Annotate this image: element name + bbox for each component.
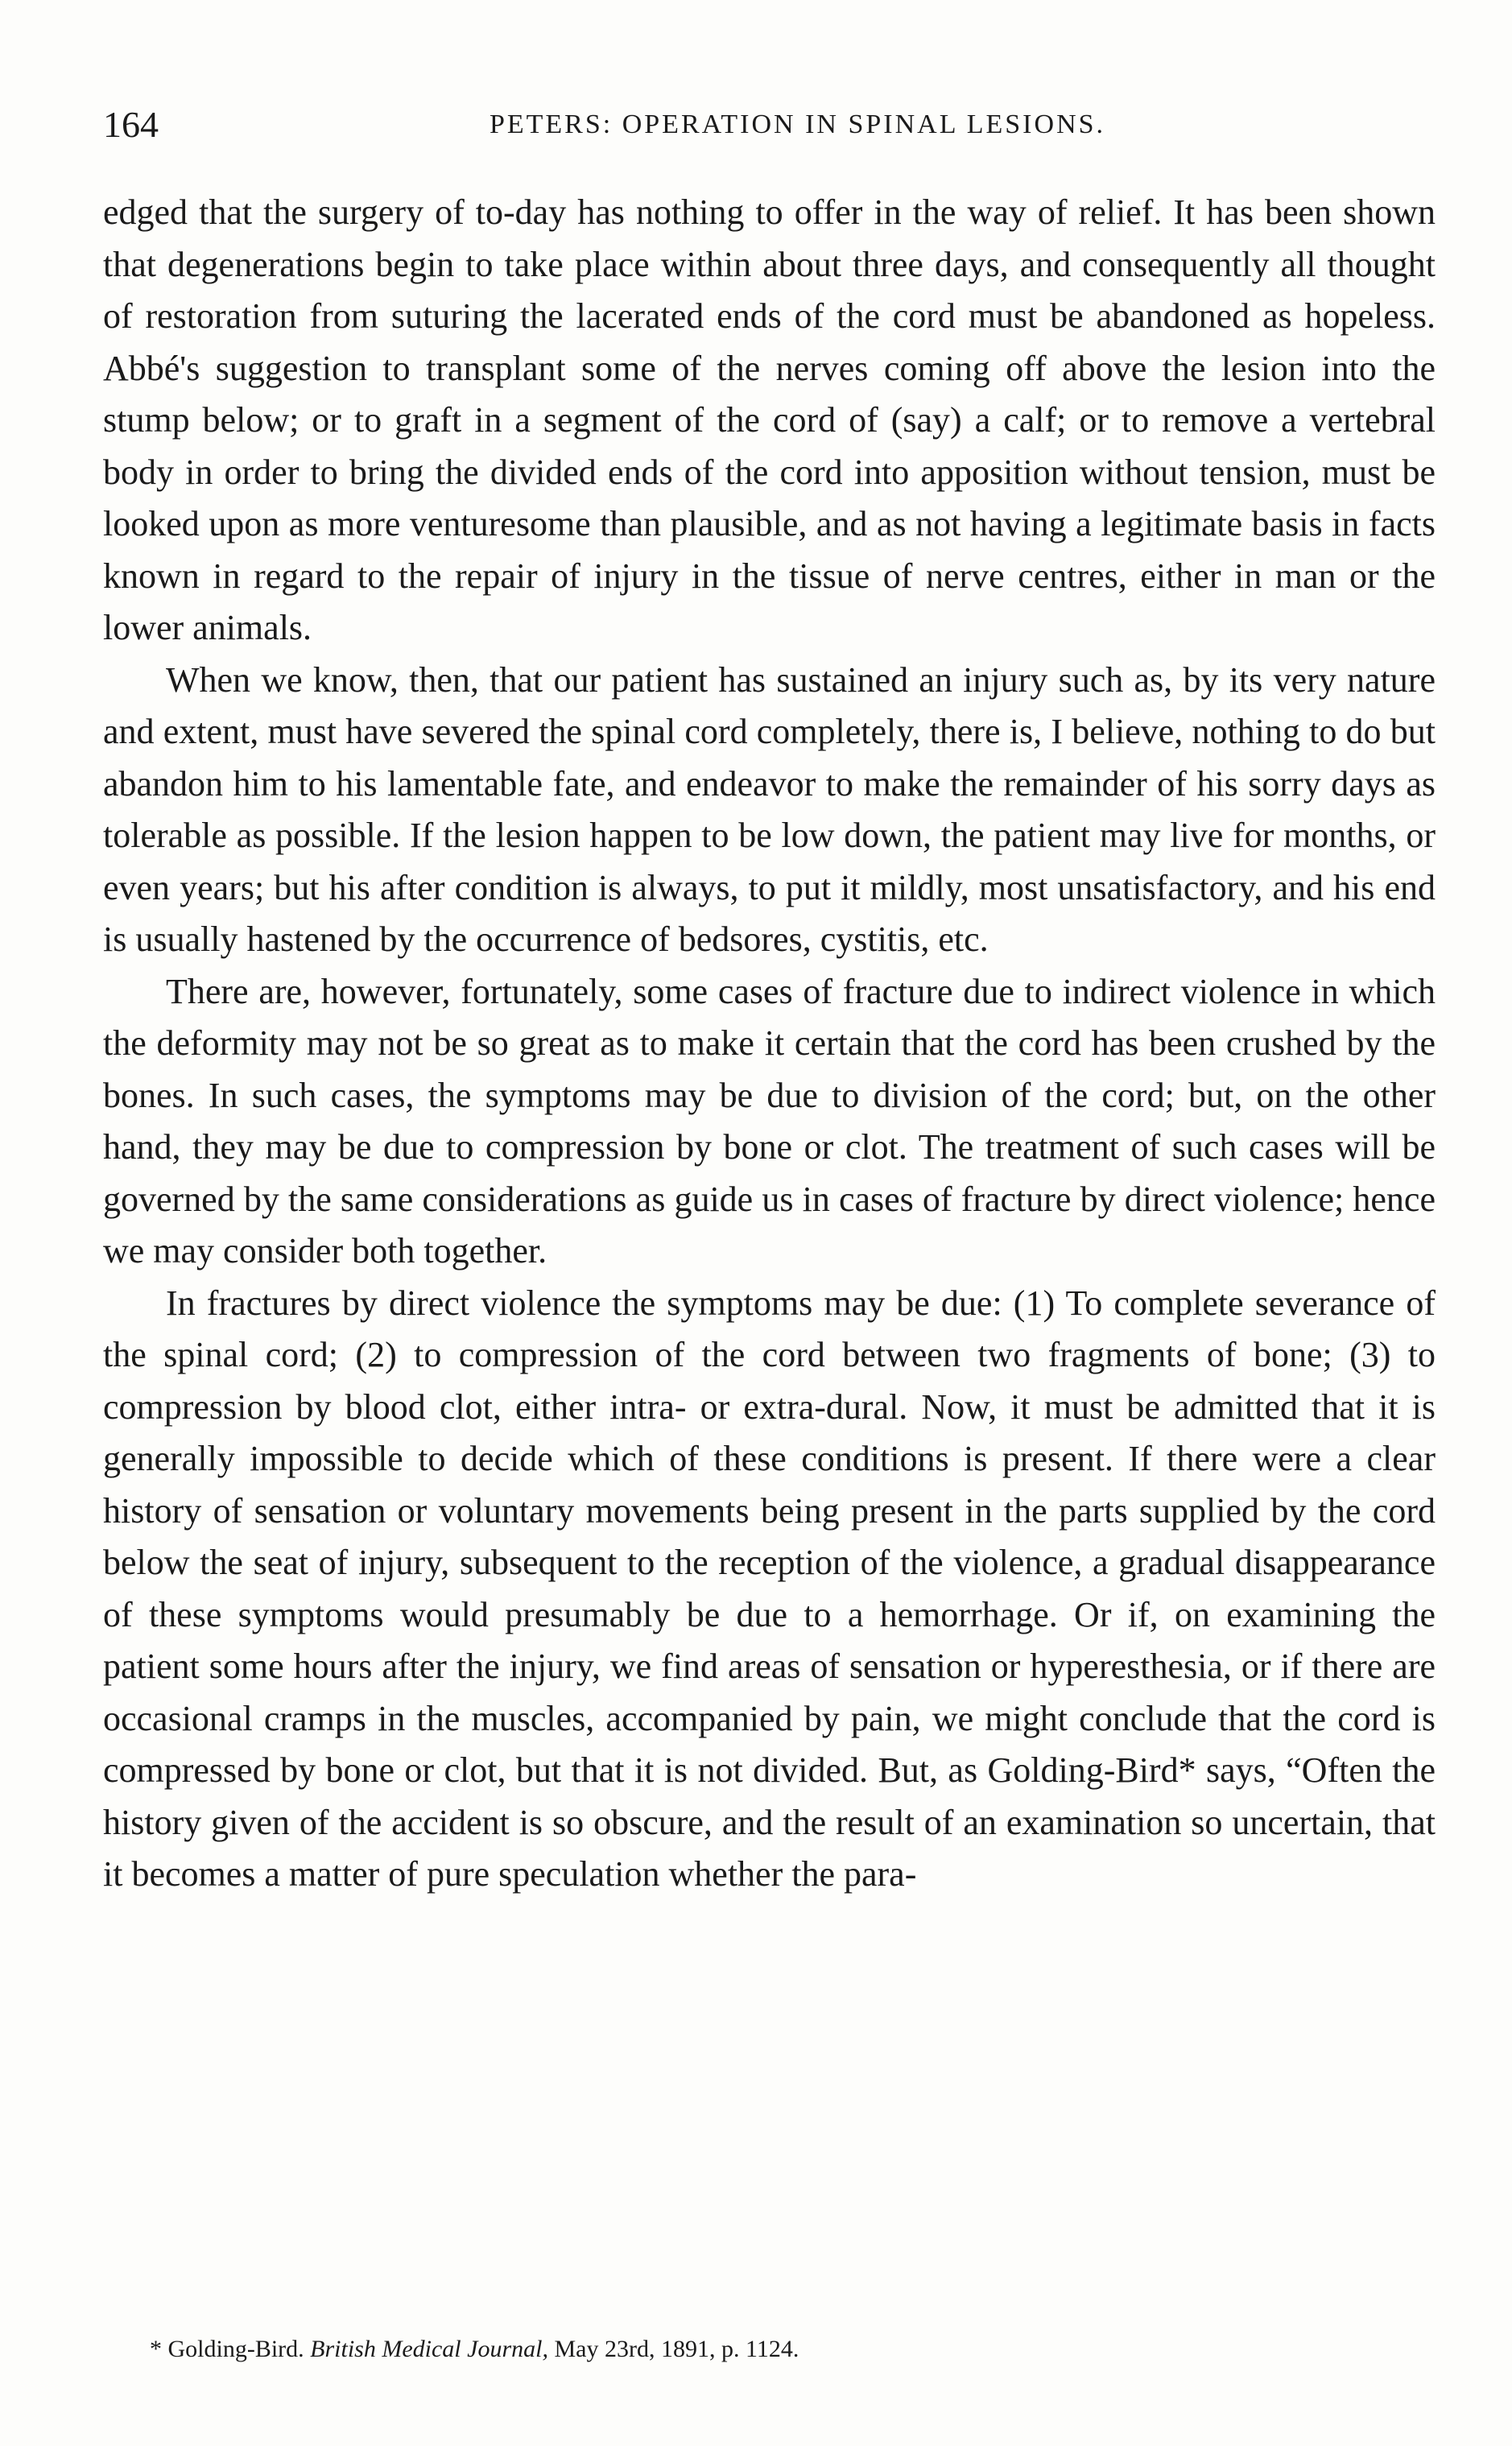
body-text	[103, 187, 1436, 1901]
running-head: PETERS: OPERATION IN SPINAL LESIONS.	[489, 109, 1106, 139]
footnote	[150, 2333, 1357, 2365]
paragraph: There are, however, fortunately, some cases of fracture due to indirect violence in which the deformity may not be so great as to make it certain that the cord has been crushed by the bones. In such cases, the symptoms may be due to division of the cord; but, on the other hand, they may be due to compression by bone or clot. The treatment of such cases will be governed by the same considerations as guide us in cases of fracture by direct violence; hence we may consider both together.	[103, 971, 1436, 1271]
paragraph-continued: edged that the surgery of to-day has nothing to offer in the way of relief. It has been shown that degenerations begin to take place within about three days, and consequently all thought of restoration from suturing the lacerated ends of the cord must be abandoned as hopeless. Abbé's suggestion to transplant some of the nerves coming off above the lesion into the stump below; or to graft in a segment of the cord of (say) a calf; or to remove a vertebral body in order to bring the divided ends of the cord into apposition without tension, must be looked upon as more venturesome than plausible, and as not having a legitimate basis in facts known in regard to the repair of injury in the tissue of nerve centres, either in man or the lower animals.	[103, 192, 1436, 647]
page-number: 164	[103, 104, 159, 145]
footnote-journal: British Medical Journal,	[310, 2336, 548, 2362]
footnote-citation: May 23rd, 1891, p. 1124.	[554, 2336, 799, 2362]
page-header	[103, 101, 1436, 149]
paragraph: When we know, then, that our patient has sustained an injury such as, by its very nature and extent, must have severed the spinal cord completely, there is, I believe, nothing to do but abandon him to his lamentable fate, and endeavor to make the remainder of his sorry days as tolerable as possible. If the lesion happen to be low down, the patient may live for months, or even years; but his after condition is always, to put it mildly, most unsatisfactory, and his end is usually hastened by the occurrence of bedsores, cystitis, etc.	[103, 659, 1436, 959]
footnote-author: * Golding-Bird.	[150, 2336, 304, 2362]
paragraph: In fractures by direct violence the symptoms may be due: (1) To complete severance of the spinal cord; (2) to compression of the cord between two fragments of bone; (3) to compression by blood clot, either intra- or extra-dural. Now, it must be admitted that it is generally impossible to decide which of these conditions is present. If there were a clear history of sensation or voluntary movements being present in the parts supplied by the cord below the seat of injury, subsequent to the reception of the violence, a gradual disappearance of these symptoms would presumably be due to a hemorrhage. Or if, on examining the patient some hours after the injury, we find areas of sensation or hyperesthesia, or if there are occasional cramps in the muscles, accompanied by pain, we might conclude that the cord is compressed by bone or clot, but that it is not divided. But, as Golding-Bird* says, “Often the history given of the accident is so obscure, and the result of an examination so uncertain, that it becomes a matter of pure speculation whether the para-	[103, 1283, 1436, 1894]
